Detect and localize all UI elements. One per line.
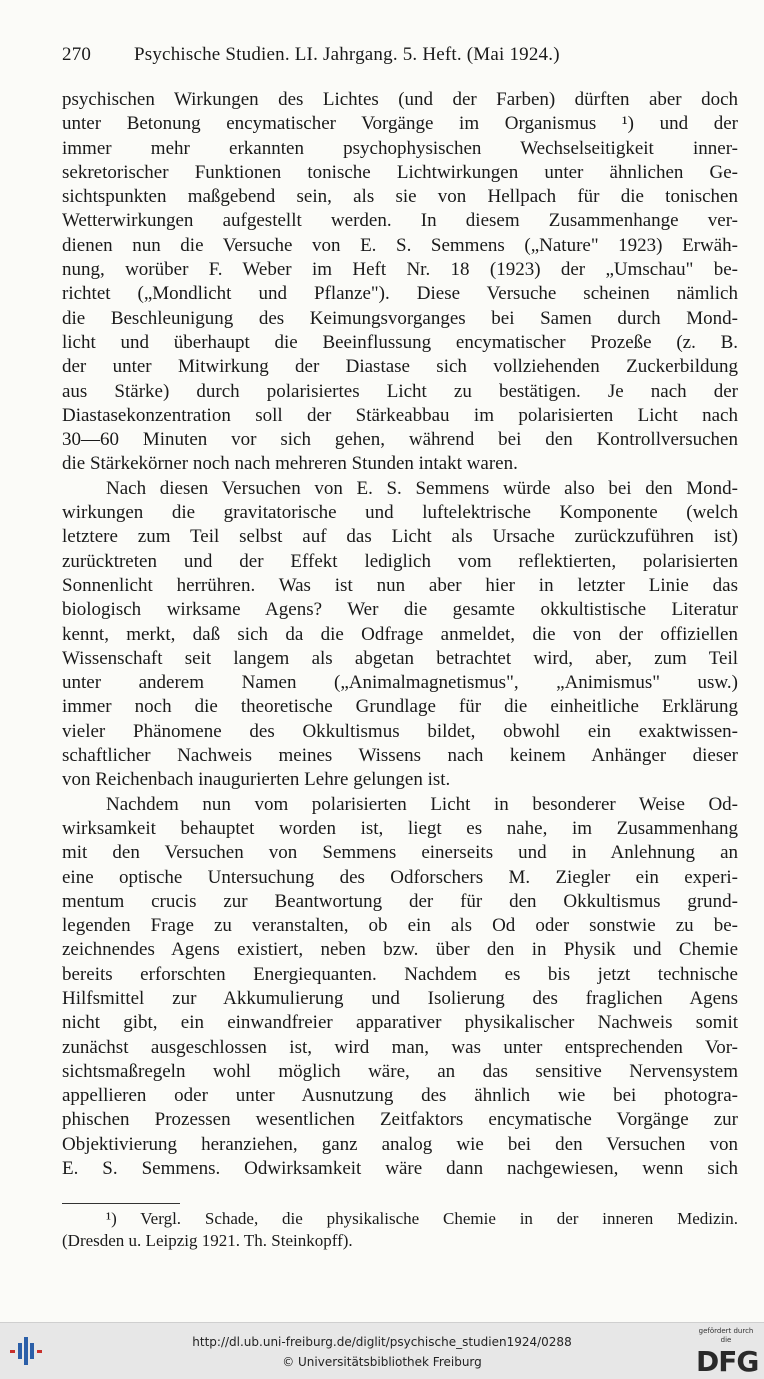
text-line: immer mehr erkannten psychophysischen Wechselseitigkeit inner- — [62, 137, 738, 159]
text-line: bereits erforschten Energiequanten. Nachdem es bis jetzt technische — [62, 963, 738, 985]
text-line: richtet („Mondlicht und Pflanze"). Diese Versuche scheinen nämlich — [62, 283, 738, 305]
permalink-url[interactable]: http://dl.ub.uni-freiburg.de/diglit/psychische_studien1924/0288 — [192, 1335, 572, 1349]
text-line: nicht gibt, ein einwandfreier apparativer physikalischer Nachweis somit — [62, 1012, 738, 1034]
paragraph — [62, 477, 738, 793]
page-header — [62, 44, 736, 78]
text-line: eine optische Untersuchung des Odforschers M. Ziegler ein experi- — [62, 866, 738, 888]
text-line: die Beschleunigung des Keimungsvorganges bei Samen durch Mond- — [62, 307, 738, 329]
footnote-separator — [62, 1203, 180, 1204]
text-line: E. S. Semmens. Odwirksamkeit wäre dann nachgewiesen, wenn sich — [62, 1158, 738, 1180]
text-line: nung, worüber F. Weber im Heft Nr. 18 (1923) der „Umschau" be- — [62, 259, 738, 281]
text-line: appellieren oder unter Ausnutzung des ähnlich wie bei photogra- — [62, 1085, 738, 1107]
text-line: psychischen Wirkungen des Lichtes (und der Farben) dürften aber doch — [62, 89, 738, 110]
text-line: licht und überhaupt die Beeinflussung encymatischer Prozeße (z. B. — [62, 331, 738, 353]
text-line: zunächst ausgeschlossen ist, wird man, was unter entsprechenden Vor- — [62, 1036, 738, 1058]
text-line: Wetterwirkungen aufgestellt werden. In diesem Zusammenhange ver- — [62, 210, 738, 232]
text-line: biologisch wirksame Agens? Wer die gesamte okkultistische Literatur — [62, 599, 738, 621]
text-line: Sonnenlicht herrühren. Was ist nun aber hier in letzter Linie das — [62, 574, 738, 596]
dfg-logo-text: DFG — [696, 1345, 759, 1378]
dfg-funding-logo — [696, 1327, 759, 1378]
text-line: sichtsmaßregeln wohl möglich wäre, an das sensitive Nervensystem — [62, 1060, 738, 1082]
text-line: sekretorischer Funktionen tonische Lichtwirkungen unter ähnlichen Ge- — [62, 161, 738, 183]
text-line: immer noch die theoretische Grundlage für die einheitliche Erklärung — [62, 696, 738, 718]
text-line: unter Betonung encymatischer Vorgänge im Organismus ¹) und der — [62, 113, 738, 135]
text-line: wirkungen die gravitatorische und luftelektrische Komponente (welch — [62, 502, 738, 524]
paragraph — [62, 793, 738, 1182]
text-line: dienen nun die Versuche von E. S. Semmens („Nature" 1923) Erwäh- — [62, 234, 738, 256]
text-line: letztere zum Teil selbst auf das Licht als Ursache zurückzuführen ist) — [62, 526, 738, 548]
text-line: vieler Phänomene des Okkultismus bildet, obwohl ein exaktwissen- — [62, 720, 738, 742]
text-line: 30—60 Minuten vor sich gehen, während bei den Kontrollversuchen — [62, 429, 738, 451]
text-line: Objektivierung heranziehen, ganz analog wie bei den Versuchen von — [62, 1133, 738, 1155]
paragraph — [62, 88, 738, 477]
text-line: unter anderem Namen („Animalmagnetismus", „Animismus" usw.) — [62, 672, 738, 694]
text-line: mentum crucis zur Beantwortung der für den Okkultismus grund- — [62, 890, 738, 912]
footnote — [62, 1208, 738, 1252]
text-line: Hilfsmittel zur Akkumulierung und Isolierung des fraglichen Agens — [62, 987, 738, 1009]
funding-note: gefördert durch die — [698, 1327, 754, 1344]
text-line: der unter Mitwirkung der Diastase sich vollziehenden Zuckerbildung — [62, 356, 738, 378]
text-line: zeichnendes Agens existiert, neben bzw. über den in Physik und Chemie — [62, 939, 738, 961]
viewer-footer-bar — [0, 1322, 764, 1379]
text-line: mit den Versuchen von Semmens einerseits und in Anlehnung an — [62, 842, 738, 864]
text-line: Wissenschaft seit langem als abgetan betrachtet wird, aber, zum Teil — [62, 647, 738, 669]
text-line: sichtspunkten maßgebend sein, als sie von Hellpach für die tonischen — [62, 186, 738, 208]
running-title: Psychische Studien. LI. Jahrgang. 5. Heft. (Mai 1924.) — [134, 44, 560, 65]
text-line: Nachdem nun vom polarisierten Licht in besonderer Weise Od- — [106, 793, 738, 815]
text-line: von Reichenbach inaugurierten Lehre gelungen ist. — [62, 769, 451, 791]
text-line: kennt, merkt, daß sich da die Odfrage anmeldet, die von der offiziellen — [62, 623, 738, 645]
text-line: aus Stärke) durch polarisiertes Licht zu bestätigen. Je nach der — [62, 380, 738, 402]
footnote-line: ¹) Vergl. Schade, die physikalische Chemie in der inneren Medizin. — [106, 1209, 738, 1228]
body-text — [62, 88, 738, 1181]
text-line: die Stärkekörner noch nach mehreren Stunden intakt waren. — [62, 453, 518, 475]
text-line: Nach diesen Versuchen von E. S. Semmens würde also bei den Mond- — [106, 477, 738, 499]
footnote-line: (Dresden u. Leipzig 1921. Th. Steinkopff). — [62, 1231, 353, 1250]
text-line: zurücktreten und der Effekt lediglich vom reflektierten, polarisierten — [62, 550, 738, 572]
text-line: legenden Frage zu veranstalten, ob ein als Od oder sonstwie zu be- — [62, 915, 738, 937]
text-line: schaftlicher Nachweis meines Wissens nach keinem Anhänger dieser — [62, 745, 738, 767]
text-line: wirksamkeit behauptet worden ist, liegt es nahe, im Zusammenhang — [62, 817, 738, 839]
page-number: 270 — [62, 44, 92, 65]
text-line: Diastasekonzentration soll der Stärkeabbau im polarisierten Licht nach — [62, 404, 738, 426]
copyright-notice: © Universitätsbibliothek Freiburg — [282, 1355, 482, 1369]
text-line: phischen Prozessen wesentlichen Zeitfaktors encymatische Vorgänge zur — [62, 1109, 738, 1131]
